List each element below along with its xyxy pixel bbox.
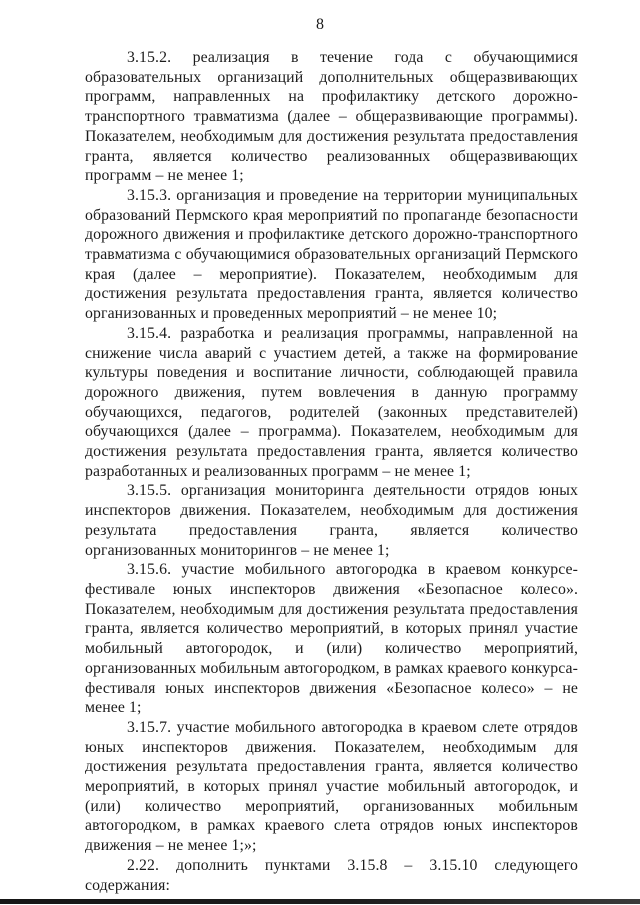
paragraph-3-15-5: 3.15.5. организация мониторинга деятельности отрядов юных инспекторов движения. Показателем, необходимым для достижения результата предоставления гранта, является количество организованных мониторингов – не менее 1; bbox=[85, 482, 578, 559]
document-body bbox=[85, 48, 578, 895]
page-number: 8 bbox=[316, 16, 324, 33]
paragraph-3-15-3: 3.15.3. организация и проведение на территории муниципальных образований Пермского края мероприятий по пропаганде безопасности дорожного движения и профилактике детского дорожно-транспортного травматизма с обучающимися образовательных организаций Пермского края (далее – мероприятие). Показателем, необходимым для достижения результата предоставления гранта, является количество организованных и проведенных мероприятий – не менее 10; bbox=[85, 186, 578, 323]
paragraph-2-22: 2.22. дополнить пунктами 3.15.8 – 3.15.10 следующего содержания: bbox=[85, 856, 578, 894]
paragraph-3-15-2: 3.15.2. реализация в течение года с обучающимися образовательных организаций дополнительных общеразвивающих программ, направленных на профилактику детского дорожно-транспортного травматизма (далее – общеразвивающие программы). Показателем, необходимым для достижения результата предоставления гранта, является количество реализованных общеразвивающих программ – не менее 1; bbox=[85, 49, 578, 185]
paragraph-3-15-4: 3.15.4. разработка и реализация программы, направленной на снижение числа аварий с участием детей, а также на формирование культуры поведения и воспитание личности, соблюдающей правила дорожного движения, путем вовлечения в данную программу обучающихся, педагогов, родителей (законных представителей) обучающихся (далее – программа). Показателем, необходимым для достижения результата предоставления гранта, является количество разработанных и реализованных программ – не менее 1; bbox=[85, 324, 578, 480]
paragraph-3-15-6: 3.15.6. участие мобильного автогородка в краевом конкурсе-фестивале юных инспекторов движения «Безопасное колесо». Показателем, необходимым для достижения результата предоставления гранта, является количество мероприятий, в которых принял участие мобильный автогородок, и (или) количество мероприятий, организованных мобильным автогородком, в рамках краевого конкурса-фестиваля юных инспекторов движения «Безопасное колесо» – не менее 1; bbox=[85, 561, 578, 717]
paragraph-3-15-7: 3.15.7. участие мобильного автогородка в краевом слете отрядов юных инспекторов движения. Показателем, необходимым для достижения результата предоставления гранта, является количество мероприятий, в которых принял участие мобильный автогородок, и (или) количество мероприятий, организованных мобильным автогородком, в рамках краевого слета отрядов юных инспекторов движения – не менее 1;»; bbox=[85, 718, 578, 855]
scan-edge-artifact bbox=[0, 899, 640, 904]
